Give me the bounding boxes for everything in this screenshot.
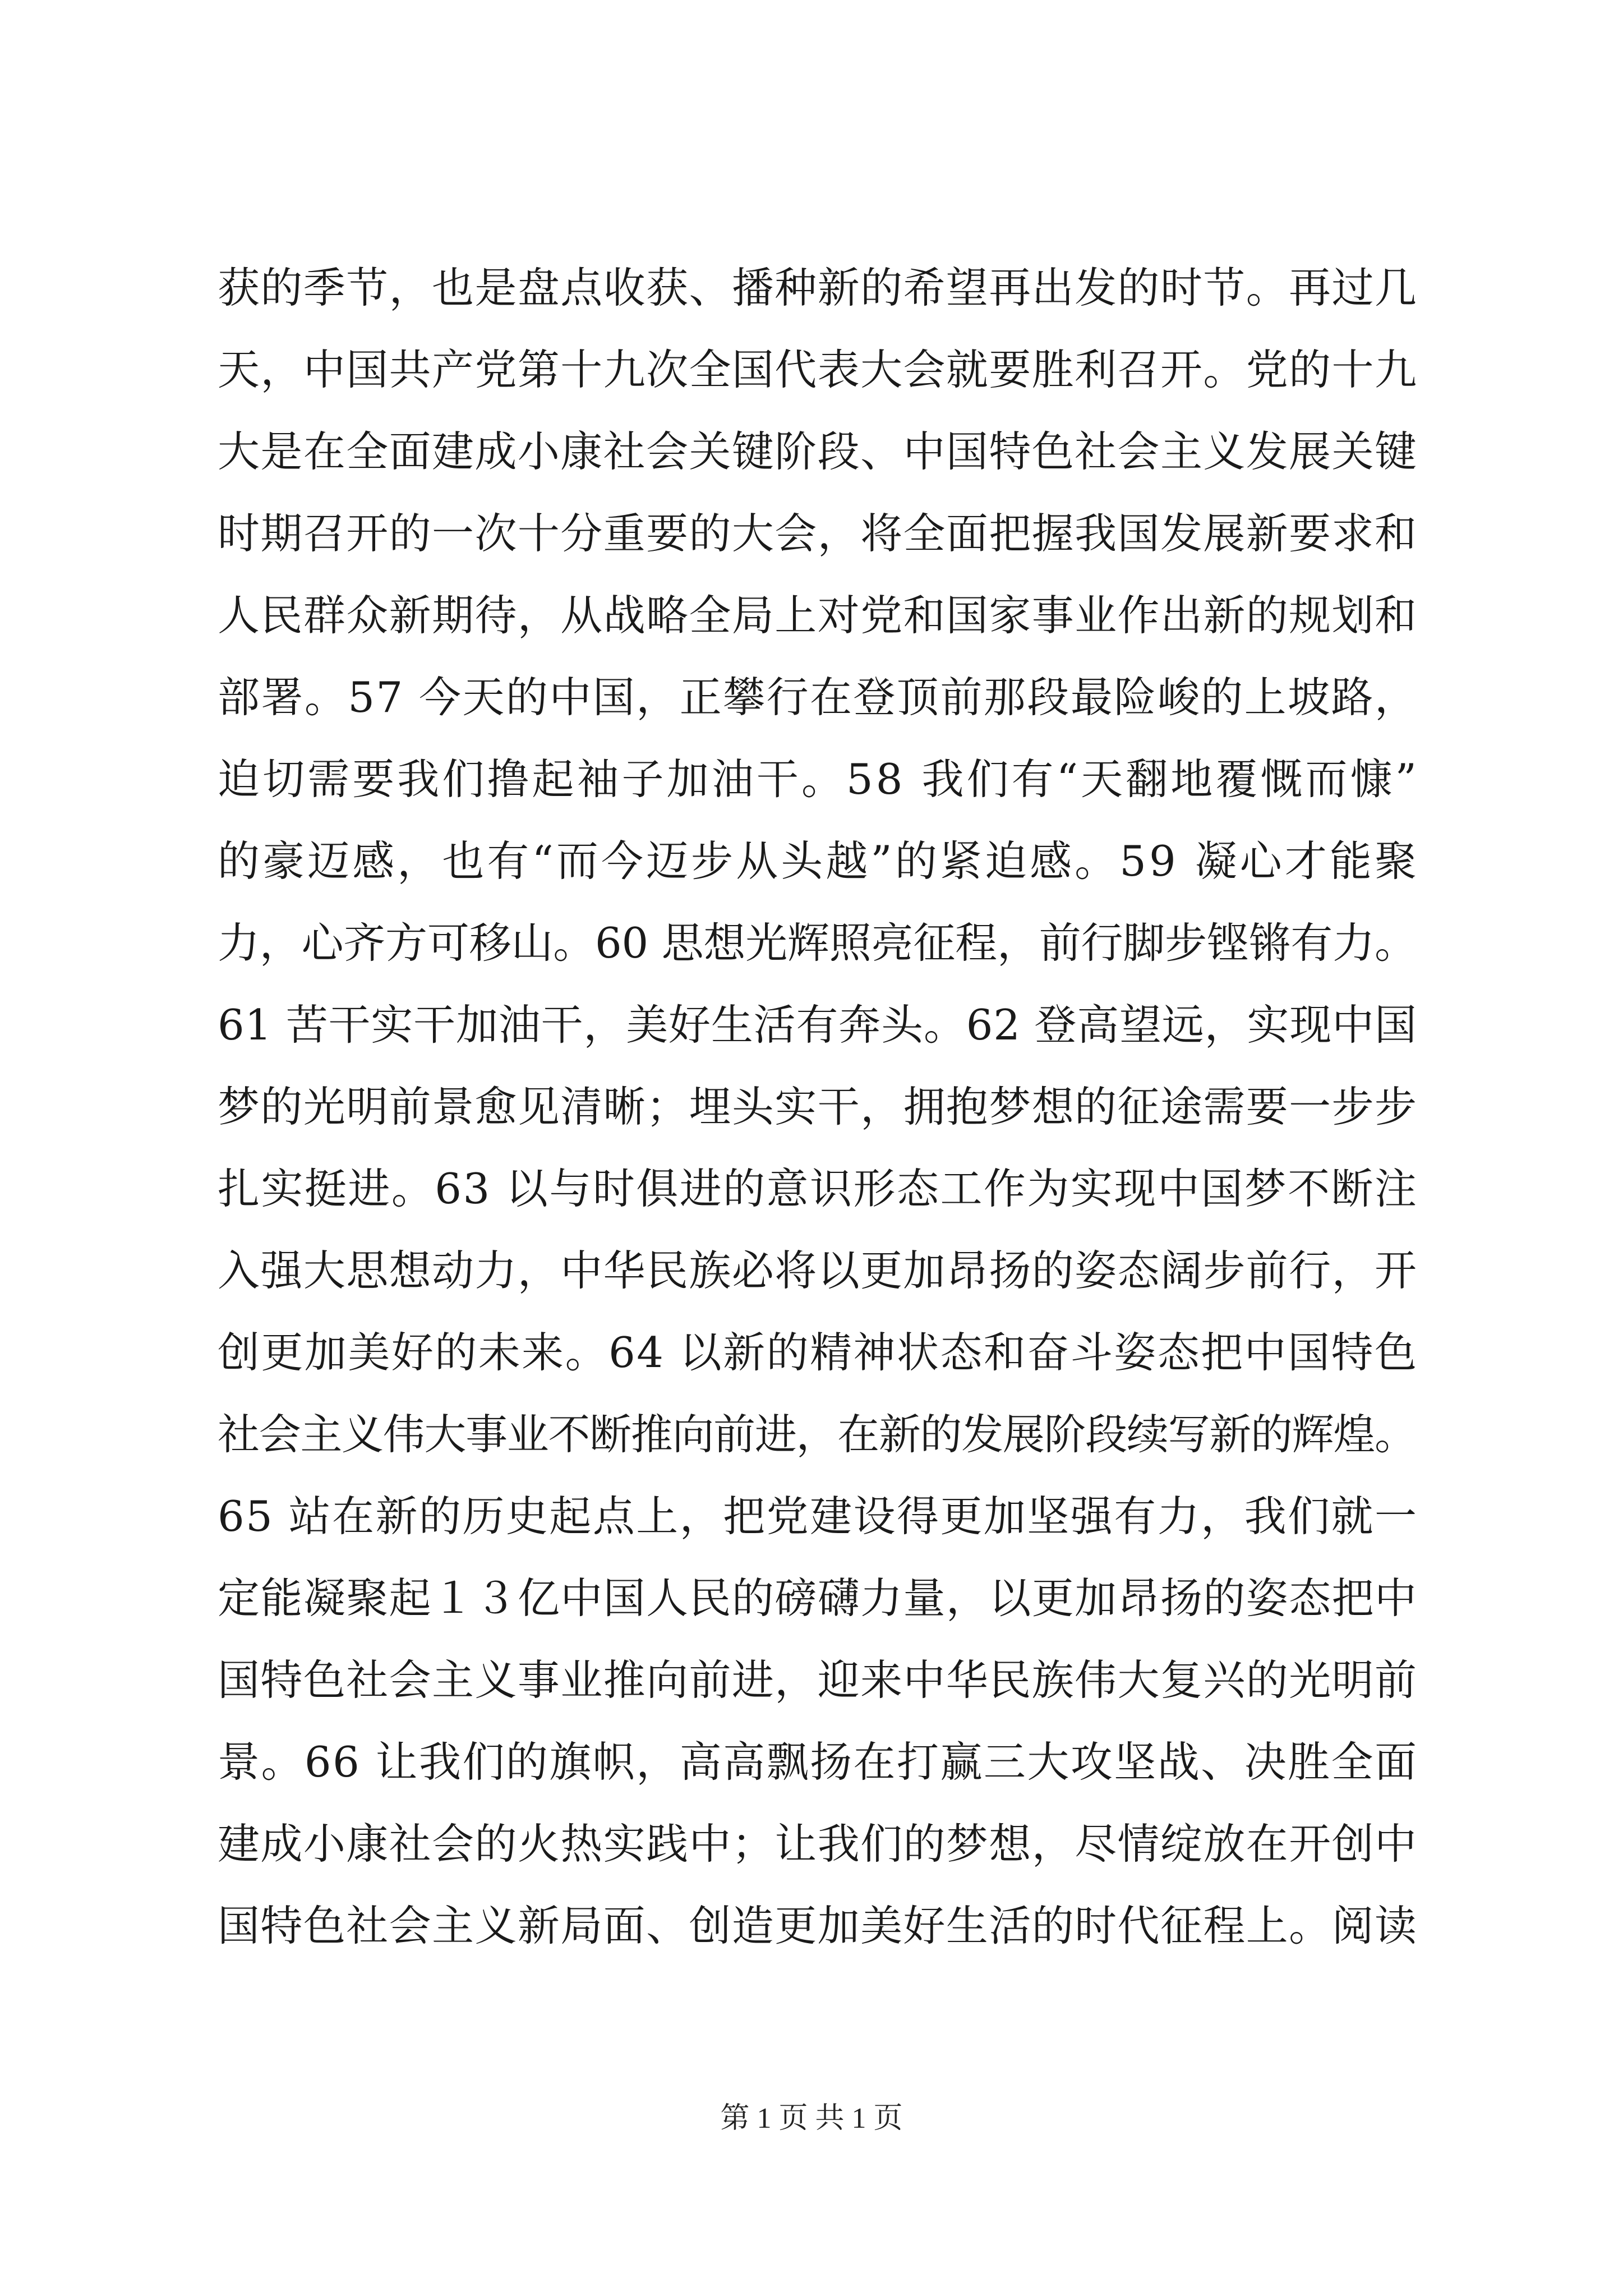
text-line: 时期召开的一次十分重要的大会，将全面把握我国发展新要求和 bbox=[218, 509, 1418, 558]
text-line: 人民群众新期待，从战略全局上对党和国家事业作出新的规划和 bbox=[218, 591, 1418, 640]
text-line: 大是在全面建成小康社会关键阶段、中国特色社会主义发展关键 bbox=[218, 427, 1418, 476]
text-line: 扎实挺进。63 以与时俱进的意识形态工作为实现中国梦不断注 bbox=[218, 1164, 1418, 1213]
text-line: 国特色社会主义事业推向前进，迎来中华民族伟大复兴的光明前 bbox=[218, 1655, 1418, 1705]
body-text bbox=[218, 247, 1418, 1967]
text-line: 获的季节，也是盘点收获、播种新的希望再出发的时节。再过几 bbox=[218, 263, 1418, 312]
text-line: 国特色社会主义新局面、创造更加美好生活的时代征程上。阅读 bbox=[218, 1901, 1418, 1950]
text-line: 迫切需要我们撸起袖子加油干。58 我们有“天翻地覆慨而慷” bbox=[218, 754, 1420, 804]
text-line: 社会主义伟大事业不断推向前进，在新的发展阶段续写新的辉煌。 bbox=[218, 1410, 1416, 1459]
text-line: 景。66 让我们的旗帜，高高飘扬在打赢三大攻坚战、决胜全面 bbox=[218, 1737, 1418, 1787]
text-line: 天，中国共产党第十九次全国代表大会就要胜利召开。党的十九 bbox=[218, 345, 1418, 394]
page-footer: 第 1 页 共 1 页 bbox=[720, 2102, 903, 2134]
text-line: 定能凝聚起１３亿中国人民的磅礴力量，以更加昂扬的姿态把中 bbox=[218, 1573, 1418, 1623]
text-line: 的豪迈感，也有“而今迈步从头越”的紧迫感。59 凝心才能聚 bbox=[218, 836, 1420, 886]
text-line: 创更加美好的未来。64 以新的精神状态和奋斗姿态把中国特色 bbox=[218, 1328, 1418, 1377]
text-line: 61 苦干实干加油干，美好生活有奔头。62 登高望远，实现中国 bbox=[218, 1000, 1417, 1050]
text-line: 梦的光明前景愈见清晰；埋头实干，拥抱梦想的征途需要一步步 bbox=[218, 1082, 1418, 1131]
text-line: 建成小康社会的火热实践中；让我们的梦想，尽情绽放在开创中 bbox=[218, 1819, 1418, 1869]
text-line: 力，心齐方可移山。60 思想光辉照亮征程，前行脚步铿锵有力。 bbox=[218, 918, 1417, 968]
text-line: 部署。57 今天的中国，正攀行在登顶前那段最险峻的上坡路， bbox=[218, 673, 1418, 722]
text-line: 入强大思想动力，中华民族必将以更加昂扬的姿态阔步前行，开 bbox=[218, 1246, 1418, 1295]
text-line: 65 站在新的历史起点上，把党建设得更加坚强有力，我们就一 bbox=[218, 1492, 1418, 1541]
